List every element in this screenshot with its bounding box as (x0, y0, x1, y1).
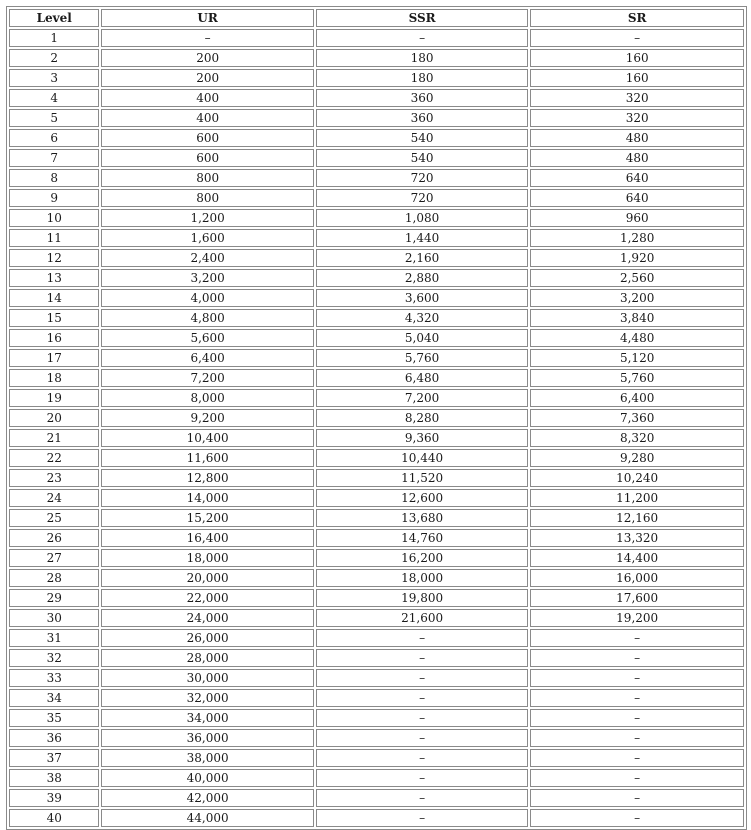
cell-ur: 7,200 (101, 369, 313, 387)
cell-ur: 5,600 (101, 329, 313, 347)
cell-level: 35 (9, 709, 99, 727)
header-level: Level (9, 9, 99, 27)
cell-ssr: 21,600 (316, 609, 528, 627)
cell-ssr: 2,880 (316, 269, 528, 287)
table-row (9, 489, 744, 507)
table-row (9, 249, 744, 267)
header-ssr: SSR (316, 9, 528, 27)
cell-ur: 2,400 (101, 249, 313, 267)
cell-sr: 1,920 (530, 249, 744, 267)
cell-level: 33 (9, 669, 99, 687)
cell-ur: 200 (101, 69, 313, 87)
cell-ur: 400 (101, 89, 313, 107)
cell-level: 9 (9, 189, 99, 207)
cell-sr: 3,840 (530, 309, 744, 327)
table-row (9, 649, 744, 667)
table-row (9, 29, 744, 47)
table-row (9, 729, 744, 747)
table-row (9, 369, 744, 387)
table-row (9, 189, 744, 207)
table-row (9, 569, 744, 587)
cell-level: 14 (9, 289, 99, 307)
cell-ssr: 10,440 (316, 449, 528, 467)
table-row (9, 209, 744, 227)
cell-ur: 44,000 (101, 809, 313, 827)
cell-ssr: 8,280 (316, 409, 528, 427)
cell-ssr: – (316, 689, 528, 707)
cell-ur: 30,000 (101, 669, 313, 687)
cell-sr: 640 (530, 169, 744, 187)
table-row (9, 129, 744, 147)
cell-sr: – (530, 729, 744, 747)
cell-level: 26 (9, 529, 99, 547)
cell-ur: 24,000 (101, 609, 313, 627)
cell-level: 32 (9, 649, 99, 667)
cell-ur: 40,000 (101, 769, 313, 787)
cell-level: 38 (9, 769, 99, 787)
table-row (9, 69, 744, 87)
cell-ur: 38,000 (101, 749, 313, 767)
cell-sr: 2,560 (530, 269, 744, 287)
cell-ssr: – (316, 769, 528, 787)
cell-sr: 160 (530, 49, 744, 67)
table-row (9, 549, 744, 567)
table-row (9, 589, 744, 607)
cell-ssr: 360 (316, 89, 528, 107)
cell-sr: 11,200 (530, 489, 744, 507)
cell-level: 19 (9, 389, 99, 407)
table-row (9, 709, 744, 727)
table-header (9, 9, 744, 27)
cell-level: 13 (9, 269, 99, 287)
table-row (9, 389, 744, 407)
cell-level: 31 (9, 629, 99, 647)
cell-sr: 13,320 (530, 529, 744, 547)
table-row (9, 329, 744, 347)
cell-sr: – (530, 749, 744, 767)
cell-ur: 200 (101, 49, 313, 67)
cell-ssr: 13,680 (316, 509, 528, 527)
cell-ur: 18,000 (101, 549, 313, 567)
cell-ur: 3,200 (101, 269, 313, 287)
cell-sr: – (530, 649, 744, 667)
table-row (9, 769, 744, 787)
cell-ssr: 360 (316, 109, 528, 127)
table-row (9, 449, 744, 467)
cell-sr: – (530, 629, 744, 647)
cell-level: 4 (9, 89, 99, 107)
cell-ur: 42,000 (101, 789, 313, 807)
cell-ur: 28,000 (101, 649, 313, 667)
table-row (9, 49, 744, 67)
table-row (9, 609, 744, 627)
cell-level: 28 (9, 569, 99, 587)
cell-level: 36 (9, 729, 99, 747)
table-row (9, 309, 744, 327)
table-row (9, 149, 744, 167)
cell-ur: 14,000 (101, 489, 313, 507)
cell-sr: – (530, 29, 744, 47)
cell-ssr: 19,800 (316, 589, 528, 607)
cell-sr: – (530, 769, 744, 787)
cell-ur: 11,600 (101, 449, 313, 467)
cell-level: 17 (9, 349, 99, 367)
cell-ssr: 3,600 (316, 289, 528, 307)
cell-ssr: 6,480 (316, 369, 528, 387)
cell-ur: 800 (101, 169, 313, 187)
cell-sr: 17,600 (530, 589, 744, 607)
cell-sr: 12,160 (530, 509, 744, 527)
cell-ssr: – (316, 649, 528, 667)
cell-ur: 9,200 (101, 409, 313, 427)
table-row (9, 669, 744, 687)
cell-sr: 7,360 (530, 409, 744, 427)
cell-level: 25 (9, 509, 99, 527)
level-cost-table (6, 6, 747, 830)
cell-level: 7 (9, 149, 99, 167)
cell-ur: 400 (101, 109, 313, 127)
table-row (9, 529, 744, 547)
cell-sr: 16,000 (530, 569, 744, 587)
cell-ssr: 11,520 (316, 469, 528, 487)
cell-level: 40 (9, 809, 99, 827)
cell-sr: 480 (530, 149, 744, 167)
cell-ur: 22,000 (101, 589, 313, 607)
cell-ur: 36,000 (101, 729, 313, 747)
cell-level: 18 (9, 369, 99, 387)
cell-ssr: – (316, 669, 528, 687)
cell-level: 30 (9, 609, 99, 627)
cell-sr: 14,400 (530, 549, 744, 567)
cell-sr: 320 (530, 89, 744, 107)
cell-ssr: – (316, 809, 528, 827)
cell-ssr: 5,040 (316, 329, 528, 347)
cell-ssr: 540 (316, 149, 528, 167)
table-row (9, 229, 744, 247)
table-row (9, 349, 744, 367)
cell-ssr: 18,000 (316, 569, 528, 587)
cell-sr: 4,480 (530, 329, 744, 347)
cell-ssr: 7,200 (316, 389, 528, 407)
cell-sr: 1,280 (530, 229, 744, 247)
table-row (9, 809, 744, 827)
cell-level: 21 (9, 429, 99, 447)
cell-ssr: 16,200 (316, 549, 528, 567)
cell-sr: 3,200 (530, 289, 744, 307)
cell-ur: – (101, 29, 313, 47)
cell-sr: 10,240 (530, 469, 744, 487)
cell-ur: 6,400 (101, 349, 313, 367)
cell-ur: 600 (101, 129, 313, 147)
cell-level: 2 (9, 49, 99, 67)
table-row (9, 789, 744, 807)
cell-sr: 5,760 (530, 369, 744, 387)
cell-sr: 320 (530, 109, 744, 127)
cell-ssr: 720 (316, 189, 528, 207)
cell-sr: 480 (530, 129, 744, 147)
cell-ssr: 180 (316, 49, 528, 67)
cell-level: 12 (9, 249, 99, 267)
cell-ur: 10,400 (101, 429, 313, 447)
table-row (9, 509, 744, 527)
cell-sr: 9,280 (530, 449, 744, 467)
cell-sr: – (530, 689, 744, 707)
cell-sr: 8,320 (530, 429, 744, 447)
cell-level: 8 (9, 169, 99, 187)
table-row (9, 169, 744, 187)
cell-sr: 640 (530, 189, 744, 207)
cell-sr: 960 (530, 209, 744, 227)
header-ur: UR (101, 9, 313, 27)
cell-ssr: 720 (316, 169, 528, 187)
cell-ssr: 5,760 (316, 349, 528, 367)
table-row (9, 409, 744, 427)
cell-level: 16 (9, 329, 99, 347)
cell-level: 1 (9, 29, 99, 47)
table-body (9, 29, 744, 827)
cell-sr: – (530, 709, 744, 727)
table-row (9, 429, 744, 447)
table-row (9, 749, 744, 767)
cell-ssr: – (316, 729, 528, 747)
cell-ur: 26,000 (101, 629, 313, 647)
cell-ur: 600 (101, 149, 313, 167)
table-row (9, 109, 744, 127)
cell-ur: 32,000 (101, 689, 313, 707)
cell-level: 20 (9, 409, 99, 427)
cell-ssr: 1,440 (316, 229, 528, 247)
cell-ur: 1,200 (101, 209, 313, 227)
table-row (9, 629, 744, 647)
cell-level: 11 (9, 229, 99, 247)
cell-ur: 1,600 (101, 229, 313, 247)
cell-ssr: 12,600 (316, 489, 528, 507)
cell-level: 5 (9, 109, 99, 127)
cell-ur: 15,200 (101, 509, 313, 527)
cell-level: 23 (9, 469, 99, 487)
cell-ssr: 540 (316, 129, 528, 147)
cell-sr: – (530, 669, 744, 687)
cell-ur: 12,800 (101, 469, 313, 487)
cell-ssr: 4,320 (316, 309, 528, 327)
cell-level: 15 (9, 309, 99, 327)
cell-level: 37 (9, 749, 99, 767)
cell-ur: 34,000 (101, 709, 313, 727)
cell-ur: 16,400 (101, 529, 313, 547)
header-row (9, 9, 744, 27)
cell-ssr: 2,160 (316, 249, 528, 267)
cell-ssr: – (316, 29, 528, 47)
cell-sr: 19,200 (530, 609, 744, 627)
cell-level: 39 (9, 789, 99, 807)
cell-ssr: – (316, 629, 528, 647)
table-row (9, 269, 744, 287)
cell-level: 29 (9, 589, 99, 607)
cell-level: 6 (9, 129, 99, 147)
cell-level: 27 (9, 549, 99, 567)
table-row (9, 469, 744, 487)
cell-ur: 20,000 (101, 569, 313, 587)
cell-ssr: 180 (316, 69, 528, 87)
cell-level: 24 (9, 489, 99, 507)
cell-ssr: – (316, 709, 528, 727)
cell-ur: 8,000 (101, 389, 313, 407)
table-row (9, 289, 744, 307)
cell-sr: 160 (530, 69, 744, 87)
cell-sr: – (530, 809, 744, 827)
cell-ssr: – (316, 749, 528, 767)
cell-ssr: 1,080 (316, 209, 528, 227)
cell-ur: 800 (101, 189, 313, 207)
cell-ssr: 9,360 (316, 429, 528, 447)
cell-ur: 4,000 (101, 289, 313, 307)
cell-ssr: 14,760 (316, 529, 528, 547)
table-row (9, 689, 744, 707)
header-sr: SR (530, 9, 744, 27)
cell-level: 22 (9, 449, 99, 467)
cell-ur: 4,800 (101, 309, 313, 327)
cell-ssr: – (316, 789, 528, 807)
table-row (9, 89, 744, 107)
cell-level: 3 (9, 69, 99, 87)
cell-sr: 6,400 (530, 389, 744, 407)
cell-sr: – (530, 789, 744, 807)
cell-level: 10 (9, 209, 99, 227)
cell-level: 34 (9, 689, 99, 707)
cell-sr: 5,120 (530, 349, 744, 367)
